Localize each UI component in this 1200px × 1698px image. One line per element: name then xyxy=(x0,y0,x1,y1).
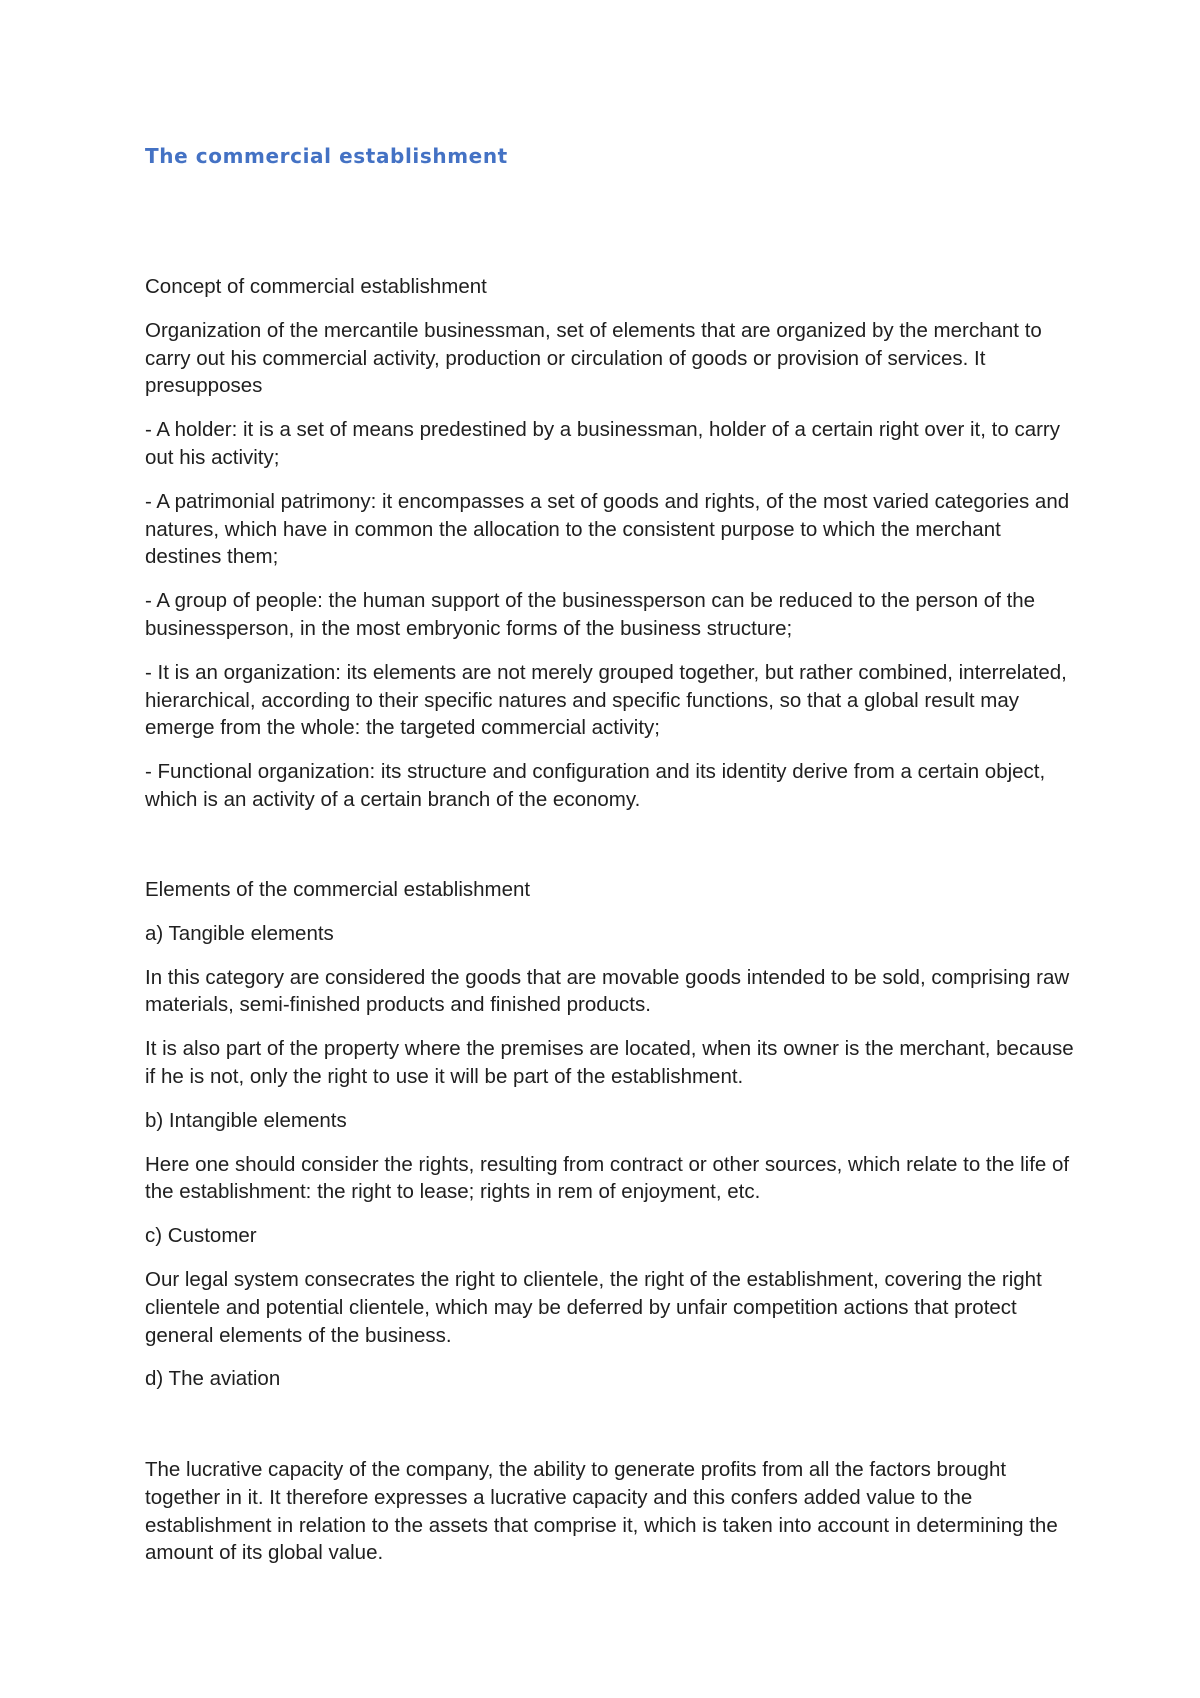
section-elements xyxy=(145,876,1075,1409)
paragraph: Here one should consider the rights, resulting from contract or other sources, which relate to the life of the establishment: the right to lease; rights in rem of enjoyment, etc. xyxy=(145,1152,1070,1204)
document-title: The commercial establishment xyxy=(145,144,508,168)
section-heading: Concept of commercial establishment xyxy=(145,275,487,298)
section-lucrative-capacity xyxy=(145,1456,1075,1583)
section-heading: Elements of the commercial establishment xyxy=(145,878,531,901)
paragraph: The lucrative capacity of the company, the ability to generate profits from all the factors brought together in it. It therefore expresses a lucrative capacity and this confers added value to the establishment in relation to the assets that comprise it, which is taken into account in determining the amount of its global value. xyxy=(145,1458,1058,1565)
subheading: a) Tangible elements xyxy=(145,921,334,945)
list-item: - A group of people: the human support of the businessperson can be reduced to the person of the businessperson, in the most embryonic forms of the business structure; xyxy=(145,589,1036,640)
section-concept xyxy=(145,273,1075,830)
paragraph: Our legal system consecrates the right to clientele, the right of the establishment, covering the right clientele and potential clientele, which may be deferred by unfair competition actions that protect general elements of the business. xyxy=(145,1267,1042,1347)
paragraph: Organization of the mercantile businessman, set of elements that are organized by the merchant to carry out his commercial activity, production or circulation of goods or provision of services. It presupposes xyxy=(145,318,1042,398)
list-item: - Functional organization: its structure and configuration and its identity derive from a certain object, which is an activity of a certain branch of the economy. xyxy=(145,760,1046,811)
paragraph: It is also part of the property where the premises are located, when its owner is the merchant, because if he is not, only the right to use it will be part of the establishment. xyxy=(145,1037,1074,1088)
subheading: b) Intangible elements xyxy=(145,1108,347,1132)
paragraph: In this category are considered the goods that are movable goods intended to be sold, comprising raw materials, semi-finished products and finished products. xyxy=(145,965,1070,1017)
list-item: - A holder: it is a set of means predestined by a businessman, holder of a certain right over it, to carry out his activity; xyxy=(145,418,1060,469)
subheading: c) Customer xyxy=(145,1224,257,1248)
list-item: - It is an organization: its elements are not merely grouped together, but rather combined, interrelated, hierarchical, according to their specific natures and specific functions, so that a global result may emerge from the whole: the targeted commercial activity; xyxy=(145,660,1067,740)
list-item: - A patrimonial patrimony: it encompasses a set of goods and rights, of the most varied categories and natures, which have in common the allocation to the consistent purpose to which the merchant destines them; xyxy=(145,489,1070,569)
subheading: d) The aviation xyxy=(145,1367,281,1391)
